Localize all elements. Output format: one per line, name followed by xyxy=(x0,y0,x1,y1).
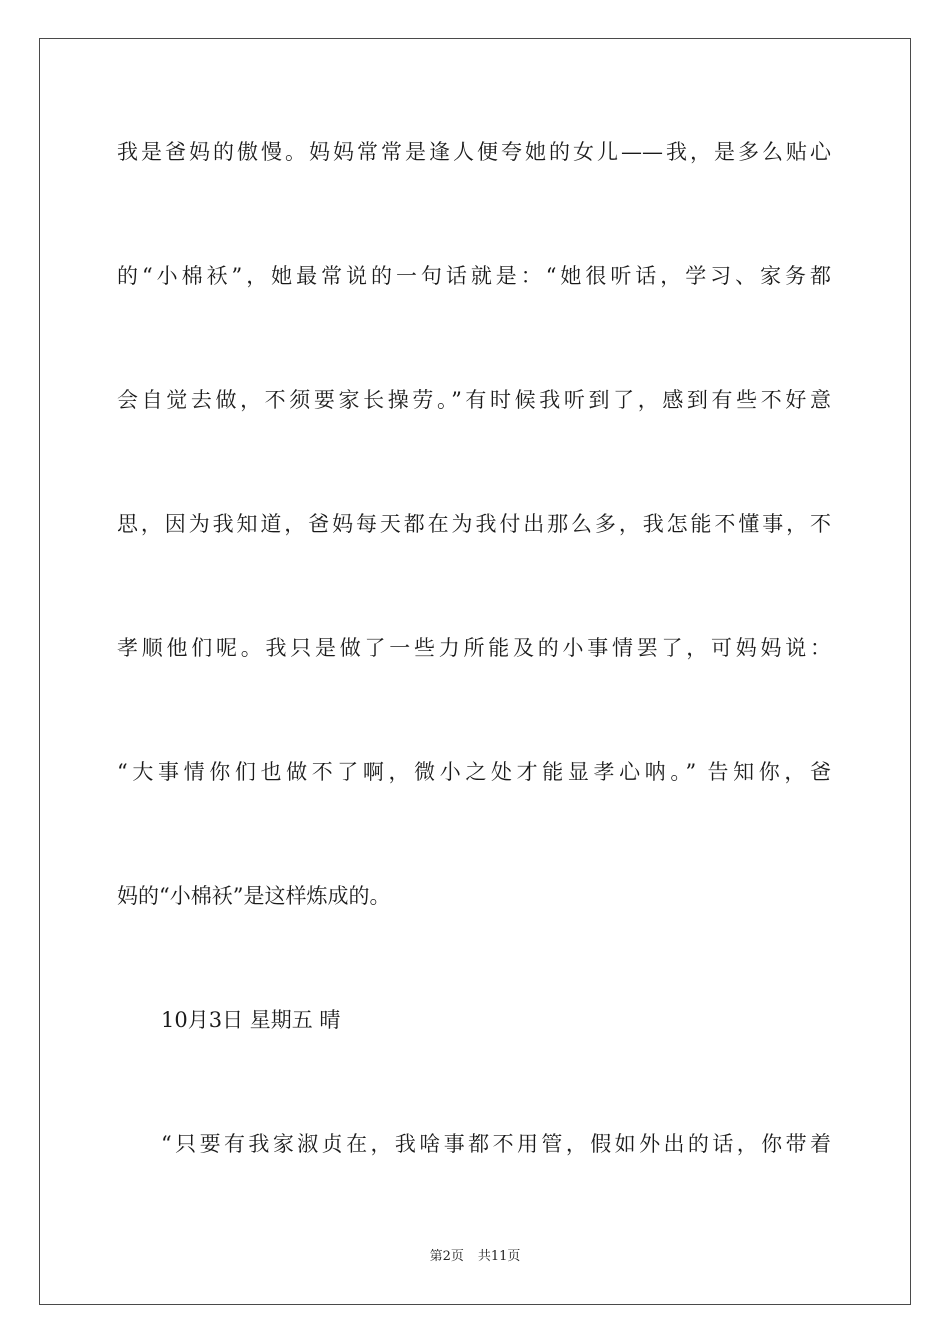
page-footer xyxy=(0,1248,950,1266)
paragraph-line-2: 的“小棉袄”，她最常说的一句话就是：“她很听话，学习、家务都 xyxy=(117,264,831,288)
paragraph-line-4: 思，因为我知道，爸妈每天都在为我付出那么多，我怎能不懂事，不 xyxy=(117,512,831,536)
page-border xyxy=(39,38,911,1305)
paragraph-line-7: 妈的“小棉袄”是这样炼成的。 xyxy=(117,884,391,908)
paragraph-line-6: “大事情你们也做不了啊，微小之处才能显孝心呐。” 告知你，爸 xyxy=(117,760,831,784)
total-pages: 共11页 xyxy=(477,1249,521,1264)
date-heading: 10月3日 星期五 晴 xyxy=(161,1008,341,1032)
paragraph-line-9: “只要有我家淑贞在，我啥事都不用管，假如外出的话，你带着 xyxy=(161,1132,831,1156)
page-number: 第2页 xyxy=(429,1249,464,1264)
paragraph-line-3: 会自觉去做，不须要家长操劳。”有时候我听到了，感到有些不好意 xyxy=(117,388,831,412)
paragraph-line-1: 我是爸妈的傲慢。妈妈常常是逢人便夸她的女儿——我，是多么贴心 xyxy=(117,140,831,164)
paragraph-line-5: 孝顺他们呢。我只是做了一些力所能及的小事情罢了，可妈妈说： xyxy=(117,636,831,660)
